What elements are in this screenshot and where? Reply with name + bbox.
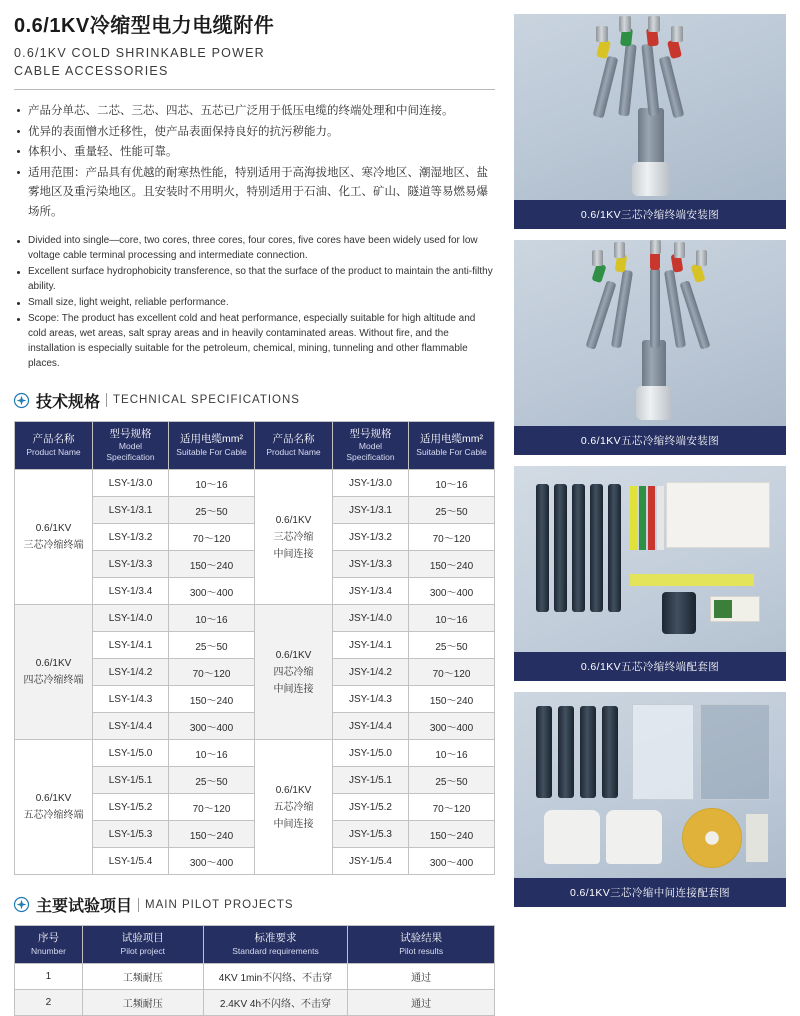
group-name-left: 0.6/1KV 四芯冷缩终端 xyxy=(15,605,93,740)
photo-card xyxy=(514,466,786,681)
intro-bullet-zh: 优异的表面憎水迁移性，使产品表面保持良好的抗污秽能力。 xyxy=(14,123,495,143)
cell-model: LSY-1/4.2 xyxy=(93,659,169,686)
cell-cable: 300～400 xyxy=(169,713,255,740)
spec-col-model-left xyxy=(93,421,169,470)
cell-project: 工频耐压 xyxy=(82,963,203,989)
photo-three-core-joint-kit xyxy=(514,692,786,878)
pilot-col-result xyxy=(348,926,495,964)
cell-model: LSY-1/5.1 xyxy=(93,767,169,794)
cell-model: LSY-1/5.2 xyxy=(93,794,169,821)
cell-model: JSY-1/3.1 xyxy=(333,497,409,524)
cell-model: LSY-1/5.3 xyxy=(93,821,169,848)
cell-cable: 25～50 xyxy=(409,767,495,794)
page-subtitle xyxy=(14,44,514,80)
header-en: Nnumber xyxy=(30,945,66,956)
cell-cable: 70～120 xyxy=(169,524,255,551)
cell-cable: 150～240 xyxy=(409,686,495,713)
cell-model: JSY-1/4.2 xyxy=(333,659,409,686)
cell-model: JSY-1/5.3 xyxy=(333,821,409,848)
cell-result: 通过 xyxy=(348,963,495,989)
pilot-col-number xyxy=(15,926,83,964)
spec-header-row xyxy=(15,421,495,470)
cell-model: LSY-1/4.0 xyxy=(93,605,169,632)
cell-cable: 10～16 xyxy=(409,740,495,767)
section-divider xyxy=(106,393,107,407)
cell-standard: 4KV 1min不闪络、不击穿 xyxy=(203,963,348,989)
intro-spacer xyxy=(14,224,495,233)
spec-table-body xyxy=(15,470,495,875)
cell-cable: 300～400 xyxy=(409,578,495,605)
photo-card xyxy=(514,692,786,907)
cell-model: JSY-1/3.2 xyxy=(333,524,409,551)
table-row xyxy=(15,963,495,989)
cell-model: JSY-1/3.3 xyxy=(333,551,409,578)
cell-cable: 300～400 xyxy=(409,848,495,875)
cell-model: JSY-1/3.0 xyxy=(333,470,409,497)
cell-project: 工频耐压 xyxy=(82,989,203,1015)
intro-bullet-en: Excellent surface hydrophobicity transference, so that the surface of the product to maintain the anti-filthy ability. xyxy=(14,264,495,294)
pilot-table-head xyxy=(15,926,495,964)
spec-col-product-name-left xyxy=(15,421,93,470)
pilot-header-row xyxy=(15,926,495,964)
cell-cable: 150～240 xyxy=(169,686,255,713)
intro-bullet-en: Divided into single—core, two cores, three cores, four cores, five cores have been widely used for low voltage cable terminal processing and intermediate connection. xyxy=(14,233,495,263)
cell-number: 1 xyxy=(15,963,83,989)
cell-cable: 150～240 xyxy=(169,551,255,578)
header-zh: 产品名称 xyxy=(32,433,75,446)
header-en: Suitable For Cable xyxy=(416,446,487,457)
cell-model: LSY-1/4.1 xyxy=(93,632,169,659)
cell-result: 通过 xyxy=(348,989,495,1015)
photo-card xyxy=(514,14,786,229)
cell-model: JSY-1/5.0 xyxy=(333,740,409,767)
header-zh: 序号 xyxy=(37,932,59,945)
photo-five-core-terminal-kit xyxy=(514,466,786,652)
group-name-left: 0.6/1KV 五芯冷缩终端 xyxy=(15,740,93,875)
spec-table-head xyxy=(15,421,495,470)
cell-model: JSY-1/5.4 xyxy=(333,848,409,875)
pilot-table-body xyxy=(15,963,495,1015)
cell-model: LSY-1/4.3 xyxy=(93,686,169,713)
section-title-en: MAIN PILOT PROJECTS xyxy=(145,898,294,911)
cell-number: 2 xyxy=(15,989,83,1015)
cell-cable: 10～16 xyxy=(169,470,255,497)
group-name-right: 0.6/1KV 四芯冷缩 中间连接 xyxy=(255,605,333,740)
photo-caption: 0.6/1KV三芯冷缩终端安装图 xyxy=(514,200,786,229)
header-en: Product Name xyxy=(26,446,81,457)
table-row xyxy=(15,605,495,632)
left-column xyxy=(14,14,514,1016)
page-title: 0.6/1KV冷缩型电力电缆附件 xyxy=(14,15,275,37)
pilot-col-project xyxy=(82,926,203,964)
header-en: Model Specification xyxy=(346,441,395,463)
section-title-en: TECHNICAL SPECIFICATIONS xyxy=(113,394,300,407)
spec-col-cable-right xyxy=(409,421,495,470)
table-row xyxy=(15,470,495,497)
cell-cable: 300～400 xyxy=(169,578,255,605)
header-en: Product Name xyxy=(266,446,321,457)
cell-model: JSY-1/4.0 xyxy=(333,605,409,632)
main-pilot-projects-table xyxy=(14,925,495,1016)
cell-cable: 10～16 xyxy=(169,740,255,767)
photo-card xyxy=(514,240,786,455)
technical-specifications-table-wrapper xyxy=(14,421,514,876)
section-title-zh: 主要试验项目 xyxy=(36,898,133,916)
header-zh: 型号规格 xyxy=(349,427,392,440)
table-row xyxy=(15,740,495,767)
cell-model: JSY-1/4.1 xyxy=(333,632,409,659)
group-name-right: 0.6/1KV 五芯冷缩 中间连接 xyxy=(255,740,333,875)
spec-col-cable-left xyxy=(169,421,255,470)
cell-cable: 25～50 xyxy=(409,632,495,659)
cell-model: JSY-1/3.4 xyxy=(333,578,409,605)
diamond-bullet-icon xyxy=(14,393,29,408)
right-column-photos xyxy=(514,14,786,918)
header-zh: 型号规格 xyxy=(109,427,152,440)
cell-cable: 70～120 xyxy=(169,659,255,686)
cell-cable: 70～120 xyxy=(409,659,495,686)
group-name-right: 0.6/1KV 三芯冷缩 中间连接 xyxy=(255,470,333,605)
cell-cable: 25～50 xyxy=(169,497,255,524)
diamond-bullet-icon xyxy=(14,897,29,912)
header-zh: 适用电缆mm² xyxy=(180,433,243,446)
cell-cable: 25～50 xyxy=(169,632,255,659)
header-zh: 产品名称 xyxy=(272,433,315,446)
section-divider xyxy=(138,898,139,912)
table-row xyxy=(15,989,495,1015)
cell-model: JSY-1/5.1 xyxy=(333,767,409,794)
page-subtitle-line2: CABLE ACCESSORIES xyxy=(14,64,169,79)
section-header-technical-specifications xyxy=(14,389,514,412)
header-zh: 试验项目 xyxy=(121,932,164,945)
photo-caption: 0.6/1KV三芯冷缩中间连接配套图 xyxy=(514,878,786,907)
header-zh: 试验结果 xyxy=(400,932,443,945)
cell-cable: 70～120 xyxy=(169,794,255,821)
header-en: Model Specification xyxy=(106,441,155,463)
cell-cable: 300～400 xyxy=(169,848,255,875)
cell-cable: 10～16 xyxy=(169,605,255,632)
spec-col-product-name-right xyxy=(255,421,333,470)
cell-model: LSY-1/3.1 xyxy=(93,497,169,524)
header-en: Suitable For Cable xyxy=(176,446,247,457)
cell-model: JSY-1/4.3 xyxy=(333,686,409,713)
intro-bullet-zh: 产品分单芯、二芯、三芯、四芯、五芯已广泛用于低压电缆的终端处理和中间连接。 xyxy=(14,102,495,122)
intro-bullet-zh: 适用范围：产品具有优越的耐寒热性能，特别适用于高海拔地区、寒冷地区、潮湿地区、盐雾地区及重污染地区。且安装时不用明火，特别适用于石油、化工、矿山、隧道等易燃易爆场所。 xyxy=(14,164,495,223)
cell-cable: 150～240 xyxy=(409,821,495,848)
technical-specifications-table xyxy=(14,421,495,876)
cell-cable: 300～400 xyxy=(409,713,495,740)
header-zh: 标准要求 xyxy=(254,932,297,945)
cell-model: LSY-1/3.3 xyxy=(93,551,169,578)
cell-model: LSY-1/4.4 xyxy=(93,713,169,740)
cell-cable: 70～120 xyxy=(409,524,495,551)
header-en: Pilot project xyxy=(120,945,165,956)
cell-model: LSY-1/5.0 xyxy=(93,740,169,767)
intro-bullets xyxy=(14,102,495,370)
cell-cable: 150～240 xyxy=(409,551,495,578)
cell-model: JSY-1/5.2 xyxy=(333,794,409,821)
section-title-zh: 技术规格 xyxy=(36,393,101,411)
cell-model: LSY-1/3.4 xyxy=(93,578,169,605)
pilot-table-wrapper xyxy=(14,925,514,1016)
cell-cable: 25～50 xyxy=(169,767,255,794)
photo-caption: 0.6/1KV五芯冷缩终端安装图 xyxy=(514,426,786,455)
cell-model: JSY-1/4.4 xyxy=(333,713,409,740)
photo-three-core-terminal xyxy=(514,14,786,200)
cell-cable: 25～50 xyxy=(409,497,495,524)
cell-cable: 10～16 xyxy=(409,605,495,632)
intro-bullet-zh: 体积小、重量轻、性能可靠。 xyxy=(14,143,495,163)
cell-cable: 10～16 xyxy=(409,470,495,497)
section-header-main-pilot-projects xyxy=(14,893,514,916)
intro-bullet-en: Small size, light weight, reliable performance. xyxy=(14,295,495,310)
header-zh: 适用电缆mm² xyxy=(420,433,483,446)
cell-standard: 2.4KV 4h不闪络、不击穿 xyxy=(203,989,348,1015)
intro-bullet-en: Scope: The product has excellent cold and heat performance, especially suitable for high altitude and cold areas, wet areas, salt spray areas and in heavily contaminated areas. Without fire, and the installation is especially suitable for the petroleum, chemical, mining, tunneling and other flammable places. xyxy=(14,311,495,371)
cell-model: LSY-1/5.4 xyxy=(93,848,169,875)
cell-cable: 150～240 xyxy=(169,821,255,848)
cell-cable: 70～120 xyxy=(409,794,495,821)
pilot-col-standard xyxy=(203,926,348,964)
title-divider xyxy=(14,89,495,90)
cell-model: LSY-1/3.0 xyxy=(93,470,169,497)
cell-model: LSY-1/3.2 xyxy=(93,524,169,551)
photo-caption: 0.6/1KV五芯冷缩终端配套图 xyxy=(514,652,786,681)
page-subtitle-line1: 0.6/1KV COLD SHRINKABLE POWER xyxy=(14,46,265,60)
group-name-left: 0.6/1KV 三芯冷缩终端 xyxy=(15,470,93,605)
spec-col-model-right xyxy=(333,421,409,470)
header-en: Pilot results xyxy=(399,945,444,956)
header-en: Standard requirements xyxy=(232,945,319,956)
photo-five-core-terminal xyxy=(514,240,786,426)
